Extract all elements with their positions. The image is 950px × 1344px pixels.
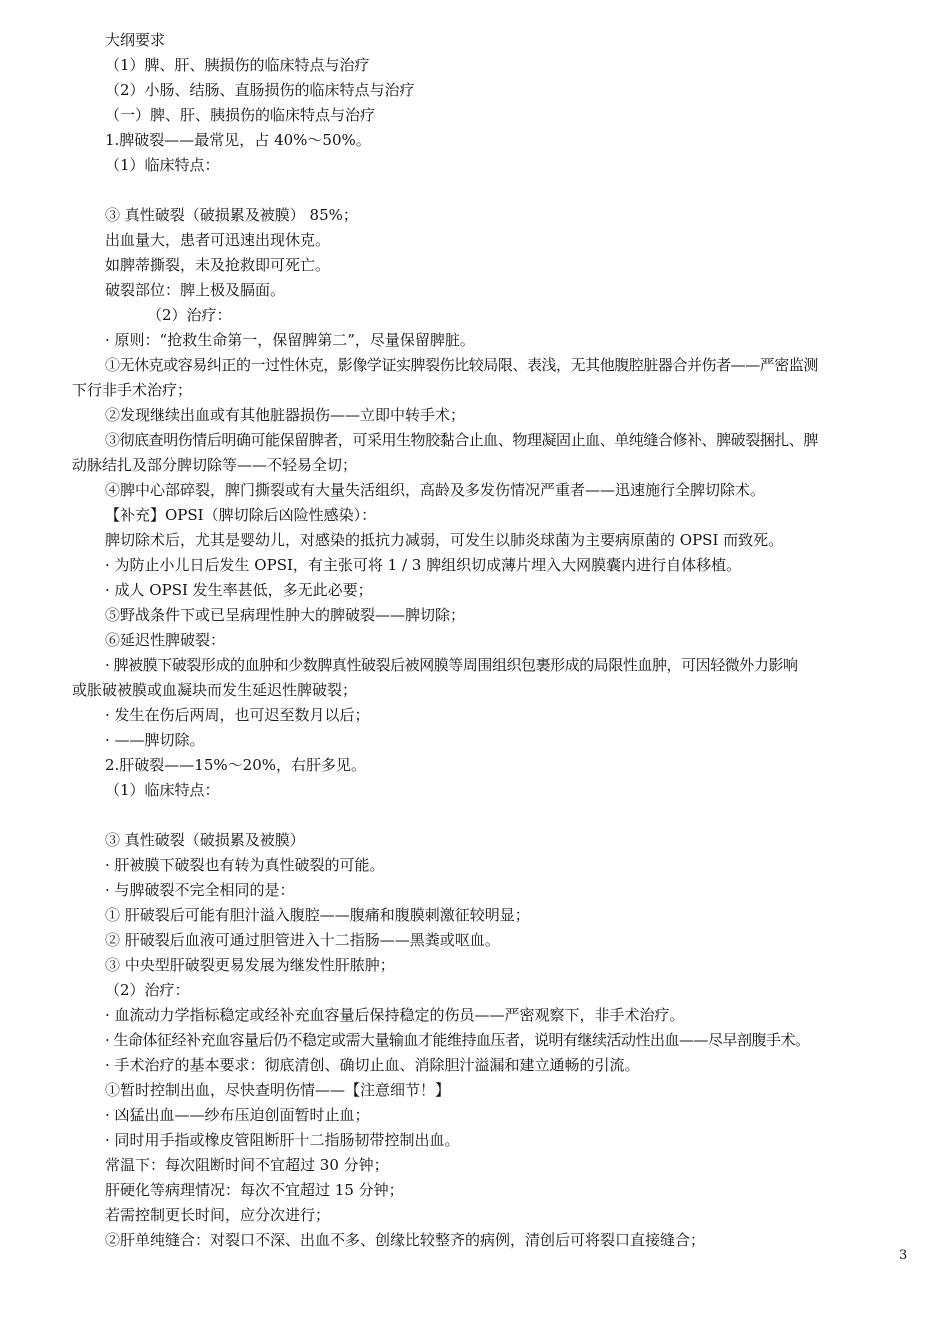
text-line: （1）临床特点：	[105, 781, 220, 799]
text-line: ③ 真性破裂（破损累及被膜） 85%；	[105, 206, 358, 224]
text-line: · 原则：“抢救生命第一，保留脾第二”，尽量保留脾脏。	[105, 331, 475, 349]
text-line: · 成人 OPSI 发生率甚低，多无此必要；	[105, 581, 373, 599]
subsection-heading: 2.肝破裂——15%～20%，右肝多见。	[105, 756, 366, 774]
text-line: ③ 中央型肝破裂更易发展为继发性肝脓肿；	[105, 956, 395, 974]
text-line: 如脾蒂撕裂，未及抢救即可死亡。	[105, 256, 331, 274]
text-line: 肝硬化等病理情况：每次不宜超过 15 分钟；	[105, 1181, 404, 1199]
text-line: 或胀破被膜或血凝块而发生延迟性脾破裂；	[72, 681, 358, 699]
text-line: · 脾被膜下破裂形成的血肿和少数脾真性破裂后被网膜等周围组织包裹形成的局限性血肿，可因轻微外力影响	[105, 656, 798, 674]
text-line: 出血量大，患者可迅速出现休克。	[105, 231, 331, 249]
text-line: （2）治疗：	[147, 306, 232, 324]
page-number: 3	[899, 1248, 908, 1263]
text-line: · 血流动力学指标稳定或经补充血容量后保持稳定的伤员——严密观察下，非手术治疗。	[105, 1006, 685, 1024]
text-line: ⑤野战条件下或已呈病理性肿大的脾破裂——脾切除；	[105, 606, 466, 624]
text-line: 下行非手术治疗；	[72, 381, 193, 399]
text-line: · ——脾切除。	[105, 731, 205, 749]
section-heading: 大纲要求	[105, 31, 166, 49]
text-line: 动脉结扎及部分脾切除等——不轻易全切；	[72, 456, 358, 474]
text-line: ②肝单纯缝合：对裂口不深、出血不多、创缘比较整齐的病例，清创后可将裂口直接缝合；	[105, 1231, 706, 1249]
text-line: ③彻底查明伤情后明确可能保留脾者，可采用生物胶黏合止血、物理凝固止血、单纯缝合修补、脾破裂捆扎、脾	[105, 431, 818, 449]
text-line: ②发现继续出血或有其他脏器损伤——立即中转手术；	[105, 406, 466, 424]
text-line: · 同时用手指或橡皮管阻断肝十二指肠韧带控制出血。	[105, 1131, 460, 1149]
text-line: ③ 真性破裂（破损累及被膜）	[105, 831, 305, 849]
text-line: （2）治疗：	[105, 981, 190, 999]
text-line: ① 肝破裂后可能有胆汁溢入腹腔——腹痛和腹膜刺激征较明显；	[105, 906, 530, 924]
text-line: · 发生在伤后两周，也可迟至数月以后；	[105, 706, 370, 724]
text-line: · 肝被膜下破裂也有转为真性破裂的可能。	[105, 856, 385, 874]
text-line: ①无休克或容易纠正的一过性休克，影像学证实脾裂伤比较局限、表浅，无其他腹腔脏器合并伤者——严密监测	[105, 356, 818, 374]
text-line: ② 肝破裂后血液可通过胆管进入十二指肠——黑粪或呕血。	[105, 931, 500, 949]
text-line: · 手术治疗的基本要求：彻底清创、确切止血、消除胆汁溢漏和建立通畅的引流。	[105, 1056, 640, 1074]
text-line: · 为防止小儿日后发生 OPSI，有主张可将 1 / 3 脾组织切成薄片埋入大网膜囊内进行自体移植。	[105, 556, 742, 574]
text-line: 【补充】OPSI（脾切除后凶险性感染）：	[105, 506, 377, 524]
text-line: · 生命体征经补充血容量后仍不稳定或需大量输血才能维持血压者，说明有继续活动性出血——尽早剖腹手术。	[105, 1031, 810, 1049]
section-heading: （一）脾、肝、胰损伤的临床特点与治疗	[105, 106, 376, 124]
outline-item: （2）小肠、结肠、直肠损伤的临床特点与治疗	[105, 81, 415, 99]
text-line: · 与脾破裂不完全相同的是：	[105, 881, 295, 899]
outline-item: （1）脾、肝、胰损伤的临床特点与治疗	[105, 56, 370, 74]
text-line: 脾切除术后，尤其是婴幼儿，对感染的抵抗力减弱，可发生以肺炎球菌为主要病原菌的 OPSI 而致死。	[105, 531, 784, 549]
text-line: 若需控制更长时间，应分次进行；	[105, 1206, 331, 1224]
text-line: ④脾中心部碎裂，脾门撕裂或有大量失活组织，高龄及多发伤情况严重者——迅速施行全脾切除术。	[105, 481, 766, 499]
subsection-heading: 1.脾破裂——最常见，占 40%～50%。	[105, 131, 371, 149]
text-line: ①暂时控制出血，尽快查明伤情——【注意细节！】	[105, 1081, 451, 1099]
text-line: ⑥延迟性脾破裂：	[105, 631, 226, 649]
text-line: 破裂部位：脾上极及膈面。	[105, 281, 286, 299]
text-line: 常温下：每次阻断时间不宜超过 30 分钟；	[105, 1156, 389, 1174]
text-line: （1）临床特点：	[105, 156, 220, 174]
text-line: · 凶猛出血——纱布压迫创面暂时止血；	[105, 1106, 370, 1124]
